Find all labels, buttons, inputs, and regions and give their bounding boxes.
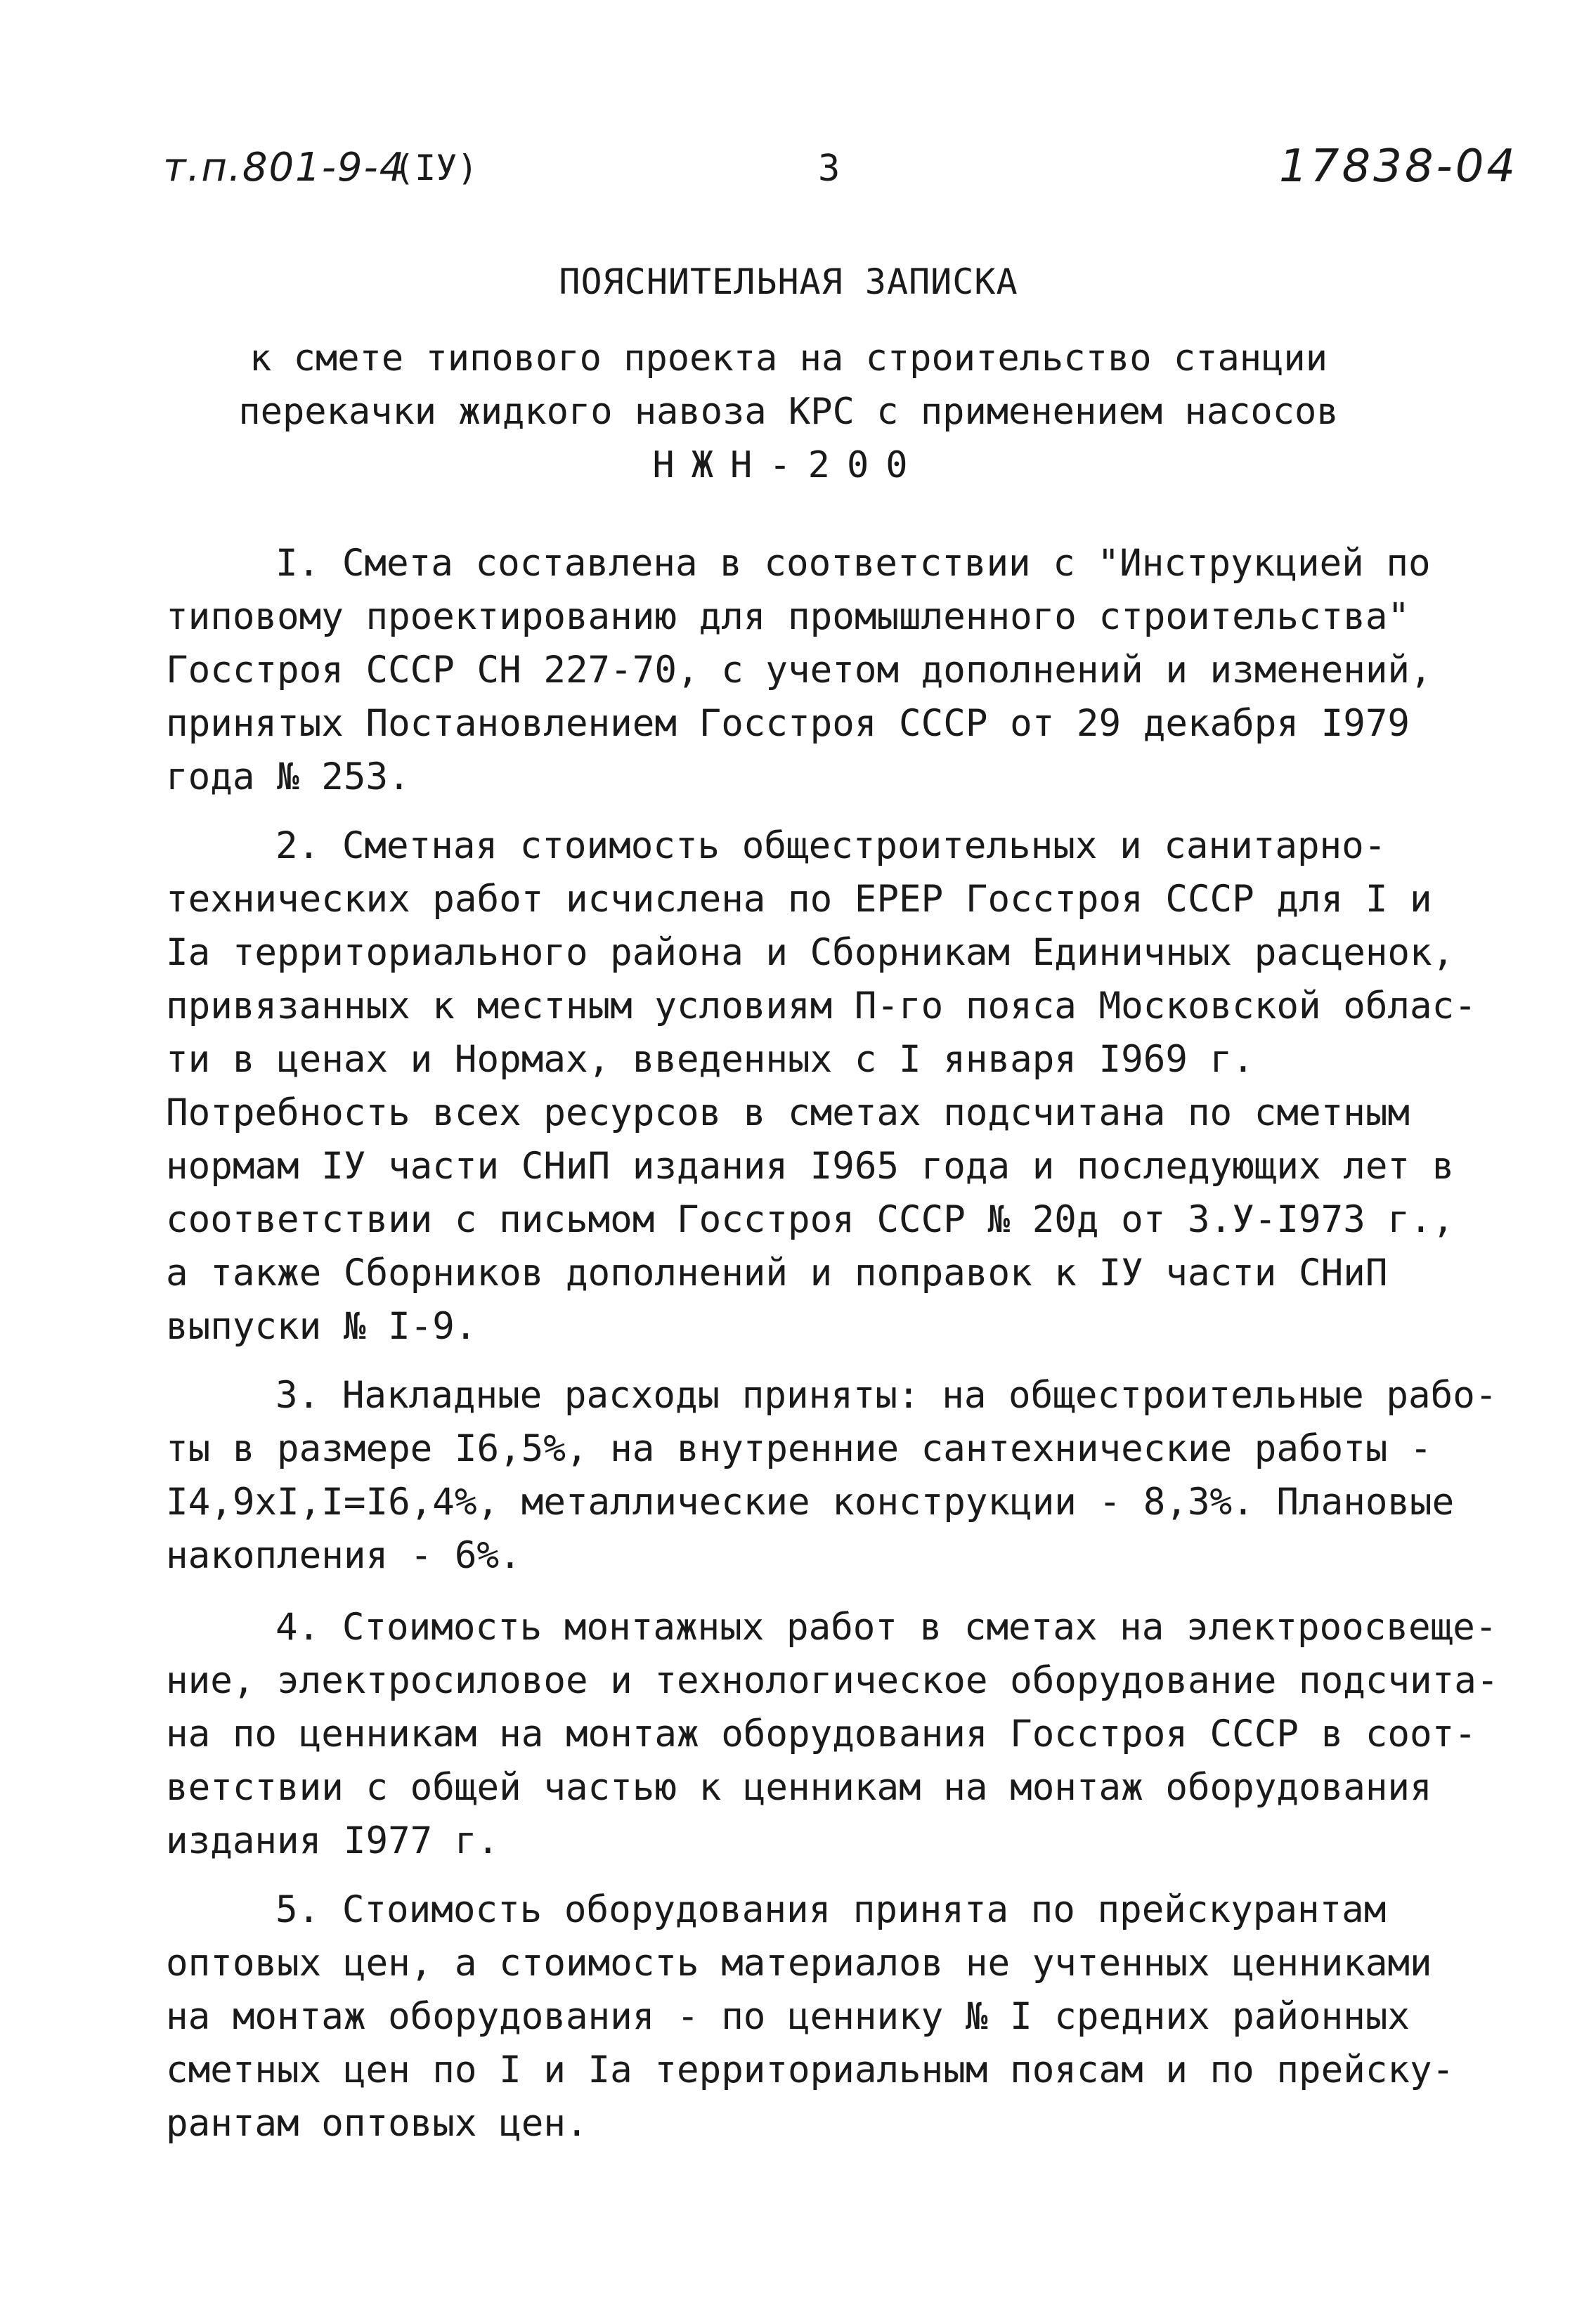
paragraph-line: ние, электросиловое и технологическое оборудование подсчита- (166, 1659, 1499, 1702)
paragraph-line: 2. Сметная стоимость общестроительных и санитарно- (275, 824, 1387, 867)
paragraph-line: 4. Стоимость монтажных работ в сметах на электроосвеще- (275, 1606, 1498, 1649)
archive-number: 17838-04 (1279, 141, 1519, 193)
paragraph-line: типовому проектированию для промышленного строительства" (166, 595, 1410, 638)
paragraph-line: ты в размере I6,5%, на внутренние сантехнические работы - (166, 1427, 1432, 1470)
paragraph-line: на по ценникам на монтаж оборудования Госстроя СССР в соот- (166, 1713, 1477, 1755)
paragraph-line: ти в ценах и Нормах, введенных с I января I969 г. (166, 1038, 1254, 1081)
page-number: 3 (818, 148, 841, 190)
paragraph-line: Iа территориального района и Сборникам Единичных расценок, (166, 931, 1455, 974)
paragraph-line: привязанных к местным условиям П-го пояса Московской облас- (166, 985, 1477, 1027)
subtitle-line: перекачки жидкого навоза КРС с применением насосов (238, 391, 1339, 433)
paragraph-line: Потребность всех ресурсов в сметах подсчитана по сметным (166, 1091, 1410, 1134)
paragraph-line: издания I977 г. (166, 1819, 500, 1862)
paragraph-line: I. Смета составлена в соответствии с "Инструкцией по (275, 542, 1431, 585)
paragraph-line: сметных цен по I и Iа территориальным поясам и по прейску- (166, 2049, 1455, 2091)
paragraph-line: I4,9хI,I=I6,4%, металлические конструкции - 8,3%. Плановые (166, 1481, 1455, 1524)
paragraph-line: а также Сборников дополнений и поправок к IУ части СНиП (166, 1252, 1388, 1294)
paragraph-line: ветствии с общей частью к ценникам на монтаж оборудования (166, 1766, 1432, 1809)
series-number: т.п.801-9-4 (163, 145, 406, 190)
subtitle-line: к смете типового проекта на строительство станции (249, 337, 1328, 379)
paragraph-line: накопления - 6%. (166, 1534, 521, 1577)
subtitle-pump-model: НЖН-200 (652, 444, 925, 486)
document-title: ПОЯСНИТЕЛЬНАЯ ЗАПИСКА (559, 261, 1018, 302)
paragraph-line: на монтаж оборудования - по ценнику № I средних районных (166, 1995, 1410, 2038)
part-number: (IУ) (394, 148, 479, 188)
paragraph-line: Госстроя СССР СН 227-70, с учетом дополнений и изменений, (166, 649, 1432, 692)
paragraph-line: соответствии с письмом Госстроя СССР № 20д от 3.У-I973 г., (166, 1198, 1455, 1241)
paragraph-line: выпуски № I-9. (166, 1305, 477, 1348)
paragraph-line: оптовых цен, а стоимость материалов не учтенных ценниками (166, 1942, 1432, 1985)
paragraph-line: нормам IУ части СНиП издания I965 года и последующих лет в (166, 1145, 1455, 1188)
paragraph-line: технических работ исчислена по ЕРЕР Госстроя СССР для I и (166, 878, 1432, 921)
paragraph-line: принятых Постановлением Госстроя СССР от 29 декабря I979 (166, 702, 1410, 745)
paragraph-line: года № 253. (166, 755, 410, 798)
paragraph-line: рантам оптовых цен. (166, 2102, 588, 2145)
paragraph-line: 5. Стоимость оборудования принята по прейскурантам (275, 1888, 1387, 1931)
paragraph-line: 3. Накладные расходы приняты: на общестроительные рабо- (275, 1374, 1498, 1417)
